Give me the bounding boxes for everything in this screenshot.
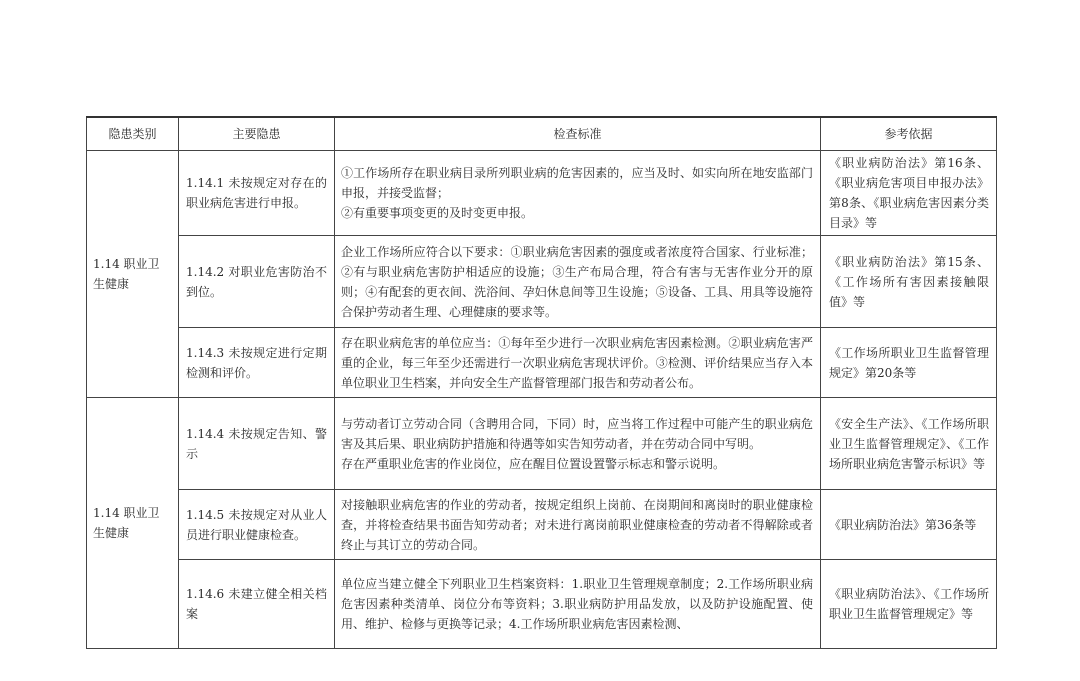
table-row — [87, 328, 997, 398]
table-row — [87, 398, 997, 490]
hazard-cell: 1.14.4 未按规定告知、警示 — [179, 398, 335, 490]
reference-cell: 《工作场所职业卫生监督管理规定》第20条等 — [821, 328, 997, 398]
standard-cell: 对接触职业病危害的作业的劳动者，按规定组织上岗前、在岗期间和离岗时的职业健康检查，并将检查结果书面告知劳动者；对未进行离岗前职业健康检查的劳动者不得解除或者终止与其订立的劳动合同。 — [335, 490, 821, 560]
reference-cell: 《职业病防治法》第36条等 — [821, 490, 997, 560]
table-row — [87, 151, 997, 236]
reference-cell: 《职业病防治法》第16条、《职业病危害项目申报办法》第8条、《职业病危害因素分类目录》等 — [821, 151, 997, 236]
standard-cell: 与劳动者订立劳动合同（含聘用合同，下同）时，应当将工作过程中可能产生的职业病危害及其后果、职业病防护措施和待遇等如实告知劳动者，并在劳动合同中写明。 存在严重职业危害的作业岗位，应在醒目位置设置警示标志和警示说明。 — [335, 398, 821, 490]
hazard-cell: 1.14.6 未建立健全相关档案 — [179, 560, 335, 649]
header-main-hazard: 主要隐患 — [179, 117, 335, 151]
hazard-cell: 1.14.3 未按规定进行定期检测和评价。 — [179, 328, 335, 398]
table-row — [87, 560, 997, 649]
table-row — [87, 236, 997, 328]
reference-cell: 《职业病防治法》第15条、《工作场所有害因素接触限值》等 — [821, 236, 997, 328]
category-cell: 1.14 职业卫生健康 — [87, 151, 179, 398]
table-row — [87, 490, 997, 560]
header-reference-basis: 参考依据 — [821, 117, 997, 151]
category-cell: 1.14 职业卫生健康 — [87, 398, 179, 649]
hazard-cell: 1.14.1 未按规定对存在的职业病危害进行申报。 — [179, 151, 335, 236]
standard-cell: ①工作场所存在职业病目录所列职业病的危害因素的，应当及时、如实向所在地安监部门申报，并接受监督； ②有重要事项变更的及时变更申报。 — [335, 151, 821, 236]
hazard-cell: 1.14.5 未按规定对从业人员进行职业健康检查。 — [179, 490, 335, 560]
header-category: 隐患类别 — [87, 117, 179, 151]
standard-cell: 企业工作场所应符合以下要求：①职业病危害因素的强度或者浓度符合国家、行业标准；②有与职业病危害防护相适应的设施；③生产布局合理，符合有害与无害作业分开的原则；④有配套的更衣间、洗浴间、孕妇休息间等卫生设施；⑤设备、工具、用具等设施符合保护劳动者生理、心理健康的要求等。 — [335, 236, 821, 328]
standard-cell: 存在职业病危害的单位应当：①每年至少进行一次职业病危害因素检测。②职业病危害严重的企业，每三年至少还需进行一次职业病危害现状评价。③检测、评价结果应当存入本单位职业卫生档案，并向安全生产监督管理部门报告和劳动者公布。 — [335, 328, 821, 398]
reference-cell: 《职业病防治法》、《工作场所职业卫生监督管理规定》等 — [821, 560, 997, 649]
reference-cell: 《安全生产法》、《工作场所职业卫生监督管理规定》、《工作场所职业病危害警示标识》等 — [821, 398, 997, 490]
table-header-row — [87, 117, 997, 151]
header-inspection-standard: 检查标准 — [335, 117, 821, 151]
standard-cell: 单位应当建立健全下列职业卫生档案资料：1.职业卫生管理规章制度；2.工作场所职业病危害因素种类清单、岗位分布等资料；3.职业病防护用品发放，以及防护设施配置、使用、维护、检修与更换等记录；4.工作场所职业病危害因素检测、 — [335, 560, 821, 649]
hazard-inspection-table — [86, 116, 997, 649]
hazard-cell: 1.14.2 对职业危害防治不到位。 — [179, 236, 335, 328]
